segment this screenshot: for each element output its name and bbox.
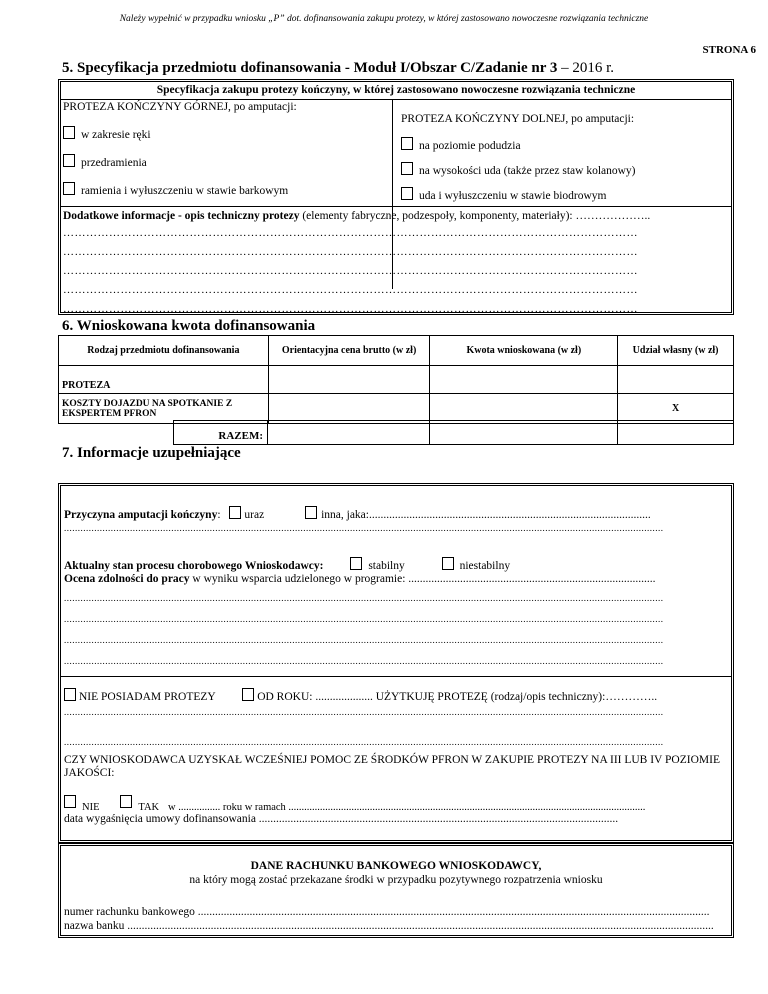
cause-label: Przyczyna amputacji kończyny bbox=[64, 509, 218, 521]
expiry-row[interactable]: data wygaśnięcia umowy dofinansowania ............................................................................................................................. bbox=[64, 813, 619, 825]
upper-option-arm[interactable] bbox=[63, 182, 288, 197]
section5-box bbox=[58, 79, 734, 315]
checkbox-since-year[interactable] bbox=[242, 688, 254, 701]
checkbox[interactable] bbox=[401, 137, 413, 150]
header-note: Należy wypełnić w przypadku wniosku „P” dot. dofinansowania zakupu protezy, w której zastosowano nowoczesne rozwiązania techniczne bbox=[119, 14, 649, 24]
bank-account-field[interactable]: numer rachunku bankowego .................................................................................................................................................................................. bbox=[64, 906, 710, 918]
lower-option-hip[interactable] bbox=[401, 187, 606, 202]
additional-info bbox=[63, 210, 729, 222]
header-item-type: Rodzaj przedmiotu dofinansowania bbox=[59, 336, 269, 366]
checkbox[interactable] bbox=[63, 154, 75, 167]
state-stable: stabilny bbox=[368, 560, 405, 572]
prosthesis-dots-1[interactable]: .......................................................................................................................................................................................................................... bbox=[64, 707, 664, 717]
header-requested-amount: Kwota wnioskowana (w zł) bbox=[430, 336, 618, 366]
travel-own-mark: X bbox=[618, 394, 734, 424]
additional-line-3[interactable]: …………………………………………………………………………………………………………………………………… bbox=[63, 265, 638, 277]
upper-limb-panel bbox=[61, 99, 393, 289]
checkbox-other-cause[interactable] bbox=[305, 506, 317, 519]
checkbox-no-prosthesis[interactable] bbox=[64, 688, 76, 701]
section5-title bbox=[62, 60, 614, 77]
state-unstable: niestabilny bbox=[459, 560, 511, 572]
checkbox-injury[interactable] bbox=[229, 506, 241, 519]
option-label: na poziomie podudzia bbox=[419, 140, 521, 152]
page-label: STRONA 6 bbox=[702, 44, 756, 56]
bank-subtitle: na który mogą zostać przekazane środki w przypadku pozytywnego rozpatrzenia wniosku bbox=[189, 874, 603, 886]
prosthesis-price-cell[interactable] bbox=[268, 366, 430, 394]
checkbox-stable[interactable] bbox=[350, 557, 362, 570]
option-label: na wysokości uda (także przez staw kolanowy) bbox=[419, 165, 636, 177]
option-label: ramienia i wyłuszczeniu w stawie barkowym bbox=[81, 185, 289, 197]
state-label: Aktualny stan procesu chorobowego Wnioskodawcy: bbox=[64, 560, 324, 572]
bank-title: DANE RACHUNKU BANKOWEGO WNIOSKODAWCY, bbox=[250, 860, 542, 872]
upper-limb-heading: PROTEZA KOŃCZYNY GÓRNEJ, po amputacji: bbox=[63, 101, 297, 113]
lower-option-thigh[interactable] bbox=[401, 162, 636, 177]
state-row bbox=[64, 557, 510, 572]
checkbox[interactable] bbox=[401, 162, 413, 175]
answer-yes: TAK bbox=[138, 802, 160, 813]
checkbox-yes[interactable] bbox=[120, 795, 132, 808]
cause-dots-line[interactable]: .......................................................................................................................................................................................................................... bbox=[64, 523, 664, 533]
cause-colon: : bbox=[217, 509, 221, 521]
upper-option-hand[interactable] bbox=[63, 126, 151, 141]
section5-box-title: Specyfikacja zakupu protezy kończyny, w której zastosowano nowoczesne rozwiązania techniczne bbox=[156, 84, 636, 96]
section5-title-main: 5. Specyfikacja przedmiotu dofinansowania - Moduł I/Obszar C/Zadanie nr 3 bbox=[62, 60, 558, 76]
funding-table bbox=[58, 335, 734, 424]
prosthesis-row bbox=[64, 688, 728, 703]
pfron-question: CZY WNIOSKODAWCA UZYSKAŁ WCZEŚNIEJ POMOC ZE ŚRODKÓW PFRON W ZAKUPIE PROTEZY NA III LUB IV POZIOMIE JAKOŚCI: bbox=[64, 754, 720, 779]
additional-line-1[interactable]: …………………………………………………………………………………………………………………………………… bbox=[63, 227, 638, 239]
work-dots-3[interactable]: .......................................................................................................................................................................................................................... bbox=[64, 635, 664, 645]
section5-title-suffix: – 2016 r. bbox=[557, 60, 615, 76]
since-year[interactable]: OD ROKU: .................... UŻYTKUJĘ PROTEZĘ (rodzaj/opis techniczny):………….. bbox=[257, 691, 658, 703]
section6-title: 6. Wnioskowana kwota dofinansowania bbox=[62, 318, 316, 334]
checkbox-unstable[interactable] bbox=[442, 557, 454, 570]
row-prosthesis-label: PROTEZA bbox=[59, 366, 269, 394]
work-dots-1[interactable]: .......................................................................................................................................................................................................................... bbox=[64, 593, 664, 603]
option-label: w zakresie ręki bbox=[81, 129, 151, 141]
no-prosthesis: NIE POSIADAM PROTEZY bbox=[79, 691, 216, 703]
cause-row bbox=[64, 506, 728, 521]
row-travel-label: KOSZTY DOJAZDU NA SPOTKANIE Z EKSPERTEM PFRON bbox=[59, 394, 269, 424]
additional-line-5[interactable]: …………………………………………………………………………………………………………………………………… bbox=[63, 303, 638, 315]
prosthesis-dots-2[interactable]: .......................................................................................................................................................................................................................... bbox=[64, 737, 664, 747]
state-divider bbox=[61, 676, 731, 677]
additional-line-4[interactable]: …………………………………………………………………………………………………………………………………… bbox=[63, 284, 638, 296]
checkbox[interactable] bbox=[63, 182, 75, 195]
travel-requested-cell[interactable] bbox=[430, 394, 618, 424]
travel-price-cell[interactable] bbox=[268, 394, 430, 424]
work-dots-2[interactable]: .......................................................................................................................................................................................................................... bbox=[64, 614, 664, 624]
checkbox-no[interactable] bbox=[64, 795, 76, 808]
answer-no: NIE bbox=[82, 802, 100, 813]
answer-yes-details[interactable]: w ................ roku w ramach ........................................................................................................................................ bbox=[168, 802, 646, 813]
additional-info-label: Dodatkowe informacje - opis techniczny protezy bbox=[63, 210, 300, 222]
cause-other[interactable]: inna, jaka:.................................................................................................. bbox=[321, 509, 651, 521]
checkbox[interactable] bbox=[63, 126, 75, 139]
lower-limb-heading: PROTEZA KOŃCZYNY DOLNEJ, po amputacji: bbox=[401, 113, 635, 125]
total-own-cell[interactable] bbox=[617, 420, 734, 445]
additional-line-2[interactable]: …………………………………………………………………………………………………………………………………… bbox=[63, 246, 638, 258]
checkbox[interactable] bbox=[401, 187, 413, 200]
header-own-contribution: Udział własny (w zł) bbox=[618, 336, 734, 366]
bank-name-field[interactable]: nazwa banku ............................................................................................................................................................................................................ bbox=[64, 920, 714, 932]
option-label: uda i wyłuszczeniu w stawie biodrowym bbox=[419, 190, 607, 202]
prosthesis-own-cell[interactable] bbox=[618, 366, 734, 394]
total-requested-cell[interactable] bbox=[429, 420, 618, 445]
additional-info-rest: (elementy fabryczne, podzespoły, komponenty, materiały): ……………….. bbox=[299, 210, 651, 222]
work-rest[interactable]: w wyniku wsparcia udzielonego w programie: ...................................................................................... bbox=[189, 573, 656, 585]
lower-option-shank[interactable] bbox=[401, 137, 521, 152]
work-row bbox=[64, 573, 728, 585]
option-label: przedramienia bbox=[81, 157, 147, 169]
header-gross-price: Orientacyjna cena brutto (w zł) bbox=[268, 336, 430, 366]
section7-title: 7. Informacje uzupełniające bbox=[62, 445, 241, 461]
prosthesis-requested-cell[interactable] bbox=[430, 366, 618, 394]
upper-option-forearm[interactable] bbox=[63, 154, 147, 169]
work-label: Ocena zdolności do pracy bbox=[64, 573, 190, 585]
total-label: RAZEM: bbox=[173, 420, 268, 445]
options-divider bbox=[61, 206, 731, 207]
total-price-cell[interactable] bbox=[267, 420, 430, 445]
pfron-answer-row bbox=[64, 795, 728, 813]
cause-injury: uraz bbox=[244, 509, 265, 521]
work-dots-4[interactable]: .......................................................................................................................................................................................................................... bbox=[64, 656, 664, 666]
